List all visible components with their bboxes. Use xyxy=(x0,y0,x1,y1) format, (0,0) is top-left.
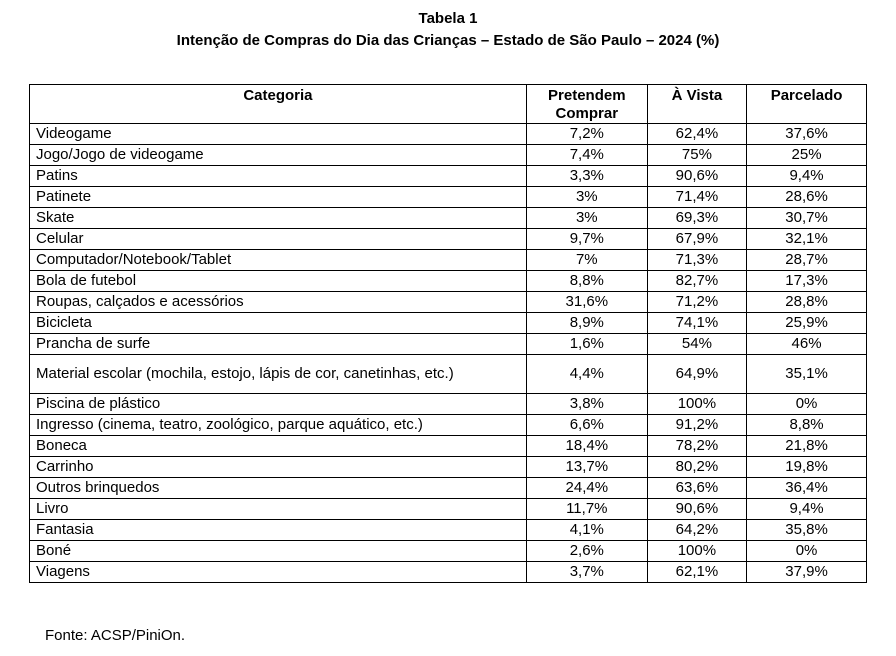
data-table xyxy=(29,84,867,583)
cell-parcelado: 19,8% xyxy=(747,457,867,478)
cell-categoria: Patinete xyxy=(30,187,527,208)
table-row xyxy=(30,208,867,229)
cell-a-vista: 100% xyxy=(647,541,746,562)
table-row xyxy=(30,124,867,145)
cell-pretendem-comprar: 4,1% xyxy=(526,520,647,541)
cell-parcelado: 0% xyxy=(747,541,867,562)
cell-parcelado: 28,8% xyxy=(747,292,867,313)
cell-a-vista: 80,2% xyxy=(647,457,746,478)
cell-a-vista: 71,2% xyxy=(647,292,746,313)
table-row xyxy=(30,499,867,520)
cell-parcelado: 25% xyxy=(747,145,867,166)
source-note: Fonte: ACSP/PiniOn. xyxy=(45,627,186,644)
cell-a-vista: 63,6% xyxy=(647,478,746,499)
table-row xyxy=(30,436,867,457)
cell-parcelado: 9,4% xyxy=(747,499,867,520)
table-body xyxy=(30,124,867,583)
cell-a-vista: 90,6% xyxy=(647,166,746,187)
cell-categoria: Bicicleta xyxy=(30,313,527,334)
table-row xyxy=(30,457,867,478)
cell-parcelado: 32,1% xyxy=(747,229,867,250)
cell-pretendem-comprar: 8,8% xyxy=(526,271,647,292)
cell-pretendem-comprar: 31,6% xyxy=(526,292,647,313)
cell-a-vista: 74,1% xyxy=(647,313,746,334)
table-row xyxy=(30,145,867,166)
table-row xyxy=(30,313,867,334)
table-row xyxy=(30,520,867,541)
cell-parcelado: 37,6% xyxy=(747,124,867,145)
cell-pretendem-comprar: 6,6% xyxy=(526,415,647,436)
cell-a-vista: 54% xyxy=(647,334,746,355)
cell-pretendem-comprar: 8,9% xyxy=(526,313,647,334)
cell-a-vista: 78,2% xyxy=(647,436,746,457)
cell-parcelado: 8,8% xyxy=(747,415,867,436)
cell-categoria: Piscina de plástico xyxy=(30,394,527,415)
cell-categoria: Skate xyxy=(30,208,527,229)
cell-parcelado: 37,9% xyxy=(747,562,867,583)
table-row xyxy=(30,166,867,187)
cell-a-vista: 100% xyxy=(647,394,746,415)
cell-parcelado: 9,4% xyxy=(747,166,867,187)
cell-parcelado: 25,9% xyxy=(747,313,867,334)
cell-pretendem-comprar: 7,2% xyxy=(526,124,647,145)
cell-pretendem-comprar: 1,6% xyxy=(526,334,647,355)
cell-pretendem-comprar: 11,7% xyxy=(526,499,647,520)
cell-parcelado: 35,1% xyxy=(747,355,867,394)
cell-pretendem-comprar: 9,7% xyxy=(526,229,647,250)
cell-categoria: Ingresso (cinema, teatro, zoológico, parque aquático, etc.) xyxy=(30,415,527,436)
table-row xyxy=(30,229,867,250)
cell-parcelado: 35,8% xyxy=(747,520,867,541)
cell-pretendem-comprar: 3,3% xyxy=(526,166,647,187)
cell-pretendem-comprar: 2,6% xyxy=(526,541,647,562)
cell-a-vista: 64,2% xyxy=(647,520,746,541)
cell-pretendem-comprar: 4,4% xyxy=(526,355,647,394)
cell-categoria: Celular xyxy=(30,229,527,250)
cell-parcelado: 17,3% xyxy=(747,271,867,292)
header-categoria: Categoria xyxy=(30,85,527,124)
cell-parcelado: 30,7% xyxy=(747,208,867,229)
cell-categoria: Videogame xyxy=(30,124,527,145)
table-row xyxy=(30,562,867,583)
header-parcelado: Parcelado xyxy=(747,85,867,124)
cell-categoria: Carrinho xyxy=(30,457,527,478)
cell-categoria: Viagens xyxy=(30,562,527,583)
cell-a-vista: 67,9% xyxy=(647,229,746,250)
cell-categoria: Livro xyxy=(30,499,527,520)
cell-pretendem-comprar: 18,4% xyxy=(526,436,647,457)
table-row xyxy=(30,478,867,499)
cell-a-vista: 71,4% xyxy=(647,187,746,208)
cell-parcelado: 21,8% xyxy=(747,436,867,457)
cell-parcelado: 0% xyxy=(747,394,867,415)
cell-categoria: Outros brinquedos xyxy=(30,478,527,499)
cell-a-vista: 75% xyxy=(647,145,746,166)
cell-a-vista: 71,3% xyxy=(647,250,746,271)
cell-parcelado: 46% xyxy=(747,334,867,355)
cell-pretendem-comprar: 3,8% xyxy=(526,394,647,415)
cell-categoria: Patins xyxy=(30,166,527,187)
cell-categoria: Bola de futebol xyxy=(30,271,527,292)
cell-a-vista: 69,3% xyxy=(647,208,746,229)
cell-a-vista: 64,9% xyxy=(647,355,746,394)
cell-pretendem-comprar: 3% xyxy=(526,187,647,208)
cell-pretendem-comprar: 24,4% xyxy=(526,478,647,499)
table-row xyxy=(30,292,867,313)
table-row xyxy=(30,415,867,436)
cell-categoria: Boneca xyxy=(30,436,527,457)
cell-parcelado: 28,6% xyxy=(747,187,867,208)
table-row xyxy=(30,334,867,355)
cell-pretendem-comprar: 7% xyxy=(526,250,647,271)
table-row xyxy=(30,394,867,415)
table-row xyxy=(30,541,867,562)
table-row xyxy=(30,187,867,208)
header-a-vista: À Vista xyxy=(647,85,746,124)
cell-a-vista: 90,6% xyxy=(647,499,746,520)
cell-categoria: Computador/Notebook/Tablet xyxy=(30,250,527,271)
cell-categoria: Jogo/Jogo de videogame xyxy=(30,145,527,166)
cell-pretendem-comprar: 3% xyxy=(526,208,647,229)
table-title: Tabela 1 xyxy=(418,10,478,27)
cell-parcelado: 36,4% xyxy=(747,478,867,499)
table-row xyxy=(30,250,867,271)
cell-categoria: Material escolar (mochila, estojo, lápis de cor, canetinhas, etc.) xyxy=(30,355,527,394)
cell-categoria: Fantasia xyxy=(30,520,527,541)
table-row xyxy=(30,271,867,292)
cell-a-vista: 82,7% xyxy=(647,271,746,292)
cell-categoria: Boné xyxy=(30,541,527,562)
table-subtitle: Intenção de Compras do Dia das Crianças – Estado de São Paulo – 2024 (%) xyxy=(176,32,720,49)
cell-pretendem-comprar: 3,7% xyxy=(526,562,647,583)
cell-pretendem-comprar: 7,4% xyxy=(526,145,647,166)
cell-a-vista: 62,4% xyxy=(647,124,746,145)
header-row xyxy=(30,85,867,124)
cell-categoria: Prancha de surfe xyxy=(30,334,527,355)
table-row xyxy=(30,355,867,394)
cell-parcelado: 28,7% xyxy=(747,250,867,271)
cell-pretendem-comprar: 13,7% xyxy=(526,457,647,478)
cell-a-vista: 91,2% xyxy=(647,415,746,436)
cell-categoria: Roupas, calçados e acessórios xyxy=(30,292,527,313)
cell-a-vista: 62,1% xyxy=(647,562,746,583)
header-pretendem-comprar: Pretendem Comprar xyxy=(526,85,647,124)
